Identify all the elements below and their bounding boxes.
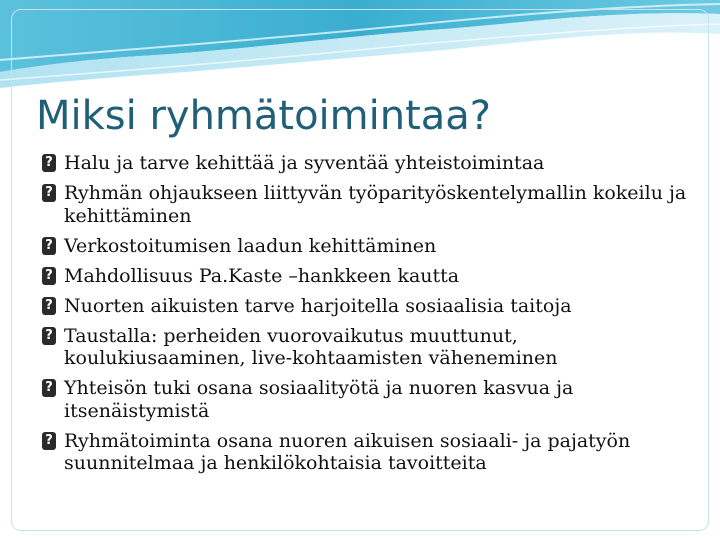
slide-title: Miksi ryhmätoimintaa? (36, 93, 492, 139)
bullet-item (42, 152, 692, 175)
bullet-text: Verkostoitumisen laadun kehittäminen (64, 234, 437, 257)
missing-glyph-icon (42, 327, 56, 345)
bullet-text: Ryhmätoiminta osana nuoren aikuisen sosiaali- ja pajatyön suunnitelmaa ja henkilökohtaisia tavoitteita (64, 429, 631, 474)
missing-glyph-icon (42, 267, 56, 285)
bullet-text: Mahdollisuus Pa.Kaste –hankkeen kautta (64, 264, 460, 287)
bullet-text: Yhteisön tuki osana sosiaalityötä ja nuoren kasvua ja itsenäistymistä (64, 377, 574, 422)
bullet-item (42, 295, 692, 318)
missing-glyph-icon (42, 379, 56, 397)
missing-glyph-icon (42, 297, 56, 315)
bullet-text: Taustalla: perheiden vuorovaikutus muuttunut, koulukiusaaminen, live-kohtaamisten väheneminen (64, 324, 558, 369)
wave-header-decoration (0, 0, 720, 90)
bullet-item (42, 235, 692, 258)
bullet-item (42, 377, 692, 422)
missing-glyph-icon (42, 237, 56, 255)
bullet-list (42, 152, 692, 482)
bullet-text: Ryhmän ohjaukseen liittyvän työparityöskentelymallin kokeilu ja kehittäminen (64, 182, 687, 227)
bullet-item (42, 182, 692, 227)
missing-glyph-icon (42, 154, 56, 172)
bullet-item (42, 325, 692, 370)
missing-glyph-icon (42, 432, 56, 450)
bullet-item (42, 265, 692, 288)
missing-glyph-icon (42, 184, 56, 202)
bullet-text: Halu ja tarve kehittää ja syventää yhteistoimintaa (64, 152, 545, 174)
bullet-text: Nuorten aikuisten tarve harjoitella sosiaalisia taitoja (64, 294, 572, 317)
bullet-item (42, 430, 692, 475)
